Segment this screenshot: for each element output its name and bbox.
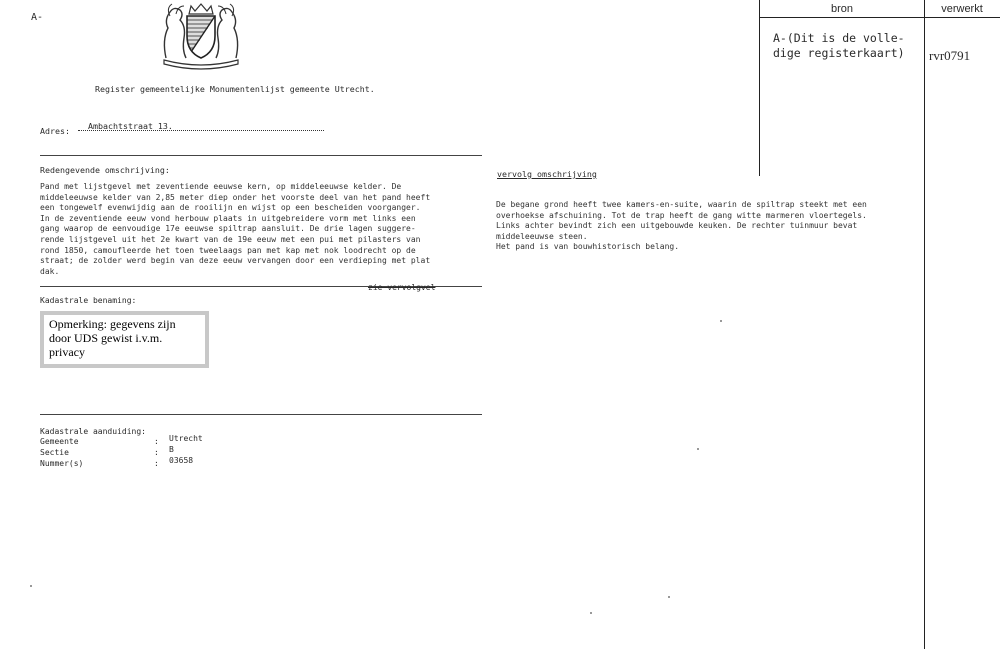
description-line: rond 1850, camoufleerde het toen tweelaags pan met kap met nok loodrecht op de	[40, 245, 416, 255]
description-line: In de zeventiende eeuw vond herbouw plaats in uitgebreidere vorm met links een	[40, 213, 416, 223]
scan-speck	[697, 448, 699, 450]
scan-speck	[30, 585, 32, 587]
gemeente-value: Utrecht	[169, 434, 203, 443]
gemeente-sep: :	[154, 437, 159, 446]
vervolg-title: vervolg omschrijving	[497, 169, 597, 179]
vervolg-line: overhoekse afschuining. Tot de trap heeft de gang witte marmeren vloertegels.	[496, 210, 867, 220]
description-line: rende lijstgevel uit het 2e kwart van de 19e eeuw met een pui met pilasters van	[40, 234, 421, 244]
register-title: Register gemeentelijke Monumentenlijst gemeente Utrecht.	[95, 84, 375, 94]
kadastrale-benaming-label: Kadastrale benaming:	[40, 296, 137, 305]
nummer-value: 03658	[169, 456, 194, 465]
adres-dotted-line	[78, 129, 324, 131]
description-line: middeleeuwse kelder van 2,85 meter diep onder het voorste deel van het pand heeft	[40, 192, 431, 202]
gemeente-label: Gemeente	[40, 437, 79, 446]
privacy-note-box	[40, 311, 209, 368]
kadastrale-aanduiding-label: Kadastrale aanduiding:	[40, 427, 146, 436]
vervolg-line: middeleeuwse steen.	[496, 231, 588, 241]
vervolg-line: Het pand is van bouwhistorisch belang.	[496, 242, 680, 252]
side-table-column-divider	[924, 0, 925, 649]
side-table-header-line	[759, 17, 1000, 18]
vervolg-line: De begane grond heeft twee kamers-en-suite, waarin de spiltrap steekt met een	[496, 200, 867, 209]
description-line: een tongewelf evenwijdig aan de rooilijn en wijst op een bescheiden voorganger.	[40, 203, 421, 213]
scan-speck	[590, 612, 592, 614]
description-line: straat; de zolder werd begin van deze eeuw vervangen door een verdieping met plat	[40, 256, 431, 266]
verwerkt-value: rvr0791	[929, 48, 971, 63]
description-line: dak.	[40, 266, 60, 276]
vervolg-line: Links achter bevindt zich een uitgebouwde keuken. De rechter tuinmuur bevat	[496, 221, 858, 231]
sectie-sep: :	[154, 448, 159, 457]
vervolg-body	[496, 200, 867, 253]
verwerkt-header: verwerkt	[941, 3, 983, 15]
divider-line	[40, 414, 482, 415]
description-body	[40, 182, 480, 277]
sectie-value: B	[169, 445, 174, 454]
bron-header: bron	[830, 3, 854, 15]
divider-line	[40, 155, 482, 156]
sectie-label: Sectie	[40, 448, 69, 457]
nummer-sep: :	[154, 459, 159, 468]
scan-speck	[720, 320, 722, 322]
description-line: Pand met lijstgevel met zeventiende eeuwse kern, op middeleeuwse kelder. De	[40, 182, 402, 191]
utrecht-coat-of-arms-icon	[158, 0, 244, 70]
scan-speck	[668, 596, 670, 598]
zie-vervolg-note: zie vervolgvel	[368, 283, 436, 292]
adres-value: Ambachtstraat 13.	[88, 121, 173, 131]
nummer-label: Nummer(s)	[40, 459, 84, 468]
bron-value: A-(Dit is de volle- dige registerkaart)	[773, 31, 905, 60]
privacy-note-text: Opmerking: gegevens zijn door UDS gewist i.v.m. privacy	[49, 317, 176, 359]
side-table-left-border	[759, 0, 760, 176]
card-code: A-	[31, 12, 44, 23]
adres-label: Adres:	[40, 126, 70, 136]
description-line: gang waarop de eenvoudige 17e eeuwse spiltrap aansluit. De drie lagen suggere-	[40, 224, 416, 234]
description-label: Redengevende omschrijving:	[40, 165, 170, 175]
